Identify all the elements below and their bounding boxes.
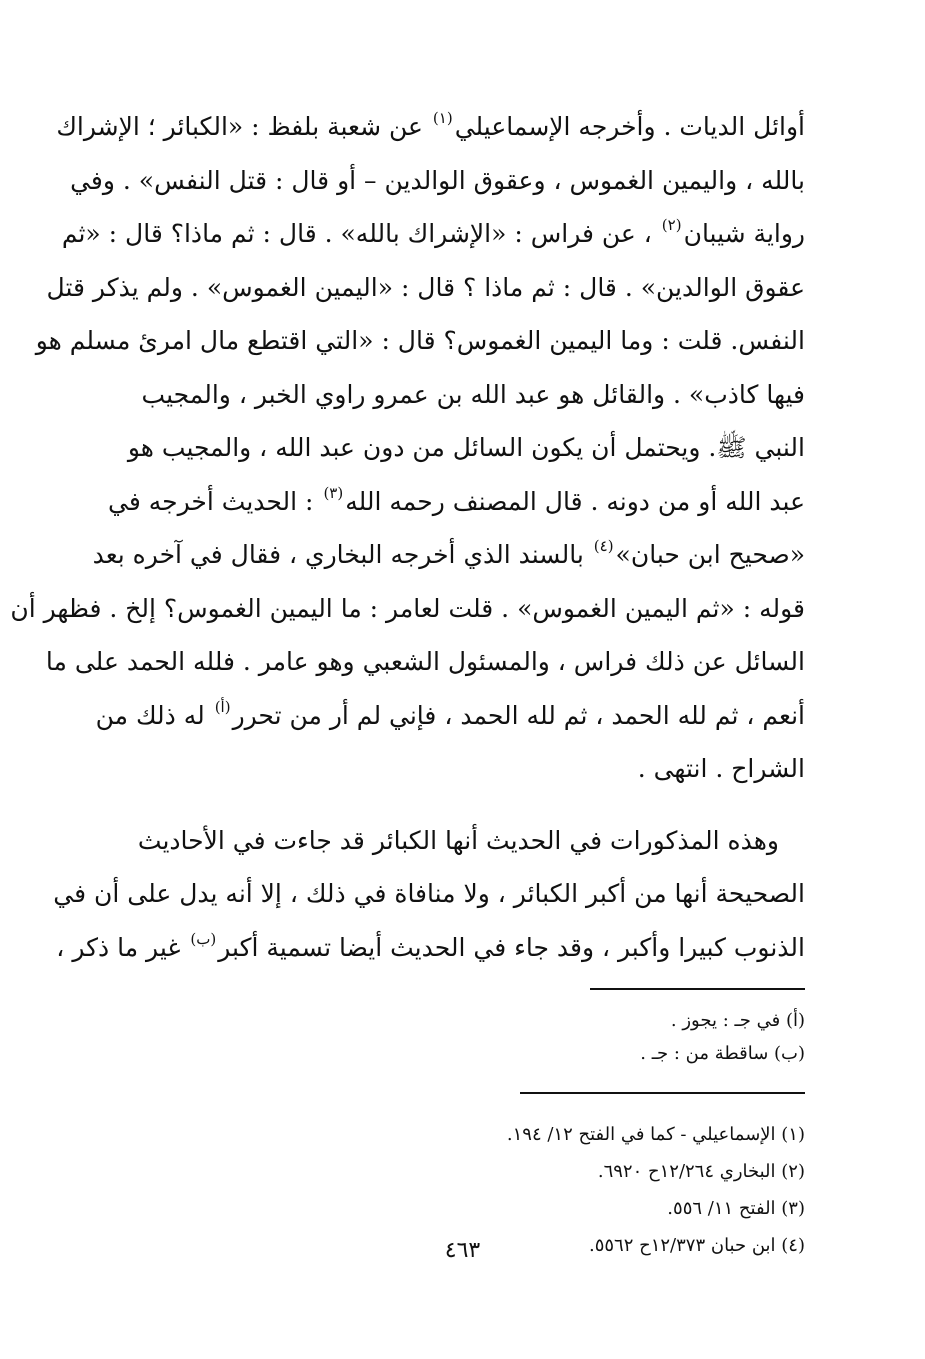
text-line: الصحيحة أنها من أكبر الكبائر ، ولا منافاة في ذلك ، إلا أنه يدل على أن في xyxy=(53,879,805,908)
text-line xyxy=(95,689,805,743)
text-line xyxy=(56,100,805,154)
text-segment: له ذلك من xyxy=(95,700,213,730)
text-segment: رواية شيبان xyxy=(683,219,805,248)
text-segment: : الحديث أخرجه في xyxy=(108,486,322,516)
footnote-ref: (١) xyxy=(432,109,453,127)
text-segment: أنعم ، ثم لله الحمد ، ثم لله الحمد ، فإني لم أر من تحرر xyxy=(232,700,805,730)
footnote-ref: (٣) xyxy=(323,483,344,502)
manuscript-note-ref: (أ) xyxy=(214,697,231,716)
footnote: (٢) البخاري ١٢/٢٦٤ح ٦٩٢٠. xyxy=(597,1161,805,1182)
separator-rule xyxy=(520,1092,805,1094)
footnote: (٣) الفتح ١١/ ٥٥٦. xyxy=(667,1198,805,1219)
text-segment: غير ما ذكر ، xyxy=(56,932,189,962)
text-segment: بالسند الذي أخرجه البخاري ، فقال في آخره بعد xyxy=(92,540,592,569)
text-segment: الذنوب كبيرا وأكبر ، وقد جاء في الحديث أيضا تسمية أكبر xyxy=(218,932,805,962)
text-segment: ، عن فراس : «الإشراك بالله» . قال : ثم ماذا؟ قال : «ثم xyxy=(61,219,660,248)
text-line: النفس. قلت : وما اليمين الغموس؟ قال : «التي اقتطع مال امرئ مسلم هو xyxy=(35,326,805,355)
text-line xyxy=(108,475,805,529)
text-line xyxy=(56,921,805,975)
text-line: قوله : «ثم اليمين الغموس» . قلت لعامر : ما اليمين الغموس؟ إلخ . فظهر أن xyxy=(10,593,805,623)
paragraph xyxy=(53,814,805,975)
separator-rule xyxy=(590,988,805,990)
page-number: ٤٦٣ xyxy=(444,1238,481,1263)
manuscript-notes xyxy=(130,1004,805,1070)
footnote: (٤) ابن حبان ١٢/٣٧٣ح ٥٥٦٢. xyxy=(588,1235,805,1256)
text-line: فيها كاذب» . والقائل هو عبد الله بن عمرو راوي الخبر ، والمجيب xyxy=(141,379,805,409)
text-segment: عن شعبة بلفظ : «الكبائر ؛ الإشراك xyxy=(56,112,431,141)
manuscript-note-ref: (ب) xyxy=(190,929,217,948)
text-line: وهذه المذكورات في الحديث أنها الكبائر قد جاءت في الأحاديث xyxy=(137,825,779,855)
text-line: السائل عن ذلك فراس ، والمسئول الشعبي وهو عامر . فلله الحمد على ما xyxy=(45,647,805,676)
text-segment: «صحيح ابن حبان» xyxy=(615,540,805,569)
footnote: (١) الإسماعيلي - كما في الفتح ١٢/ ١٩٤. xyxy=(506,1124,805,1145)
footnote-ref: (٢) xyxy=(661,216,682,234)
text-line: بالله ، واليمين الغموس ، وعقوق الوالدين – أو قال : قتل النفس» . وفي xyxy=(70,165,805,195)
text-line: النبي ﷺ. ويحتمل أن يكون السائل من دون عبد الله ، والمجيب هو xyxy=(127,433,805,462)
text-segment: أوائل الديات . وأخرجه الإسماعيلي xyxy=(454,112,805,141)
text-line: الشراح . انتهى . xyxy=(637,754,805,783)
paragraph-gap xyxy=(130,796,805,814)
main-text xyxy=(10,100,805,974)
manuscript-note: (أ) في جـ : يجوز . xyxy=(670,1010,805,1031)
text-line xyxy=(92,528,805,582)
manuscript-note: (ب) ساقطة من : جـ . xyxy=(640,1043,805,1064)
paragraph xyxy=(10,100,805,796)
text-line xyxy=(61,207,805,261)
text-line: عقوق الوالدين» . قال : ثم ماذا ؟ قال : «اليمين الغموس» . ولم يذكر قتل xyxy=(46,272,805,302)
text-segment: عبد الله أو من دونه . قال المصنف رحمه الله xyxy=(345,486,805,516)
footnote-ref: (٤) xyxy=(593,537,614,555)
